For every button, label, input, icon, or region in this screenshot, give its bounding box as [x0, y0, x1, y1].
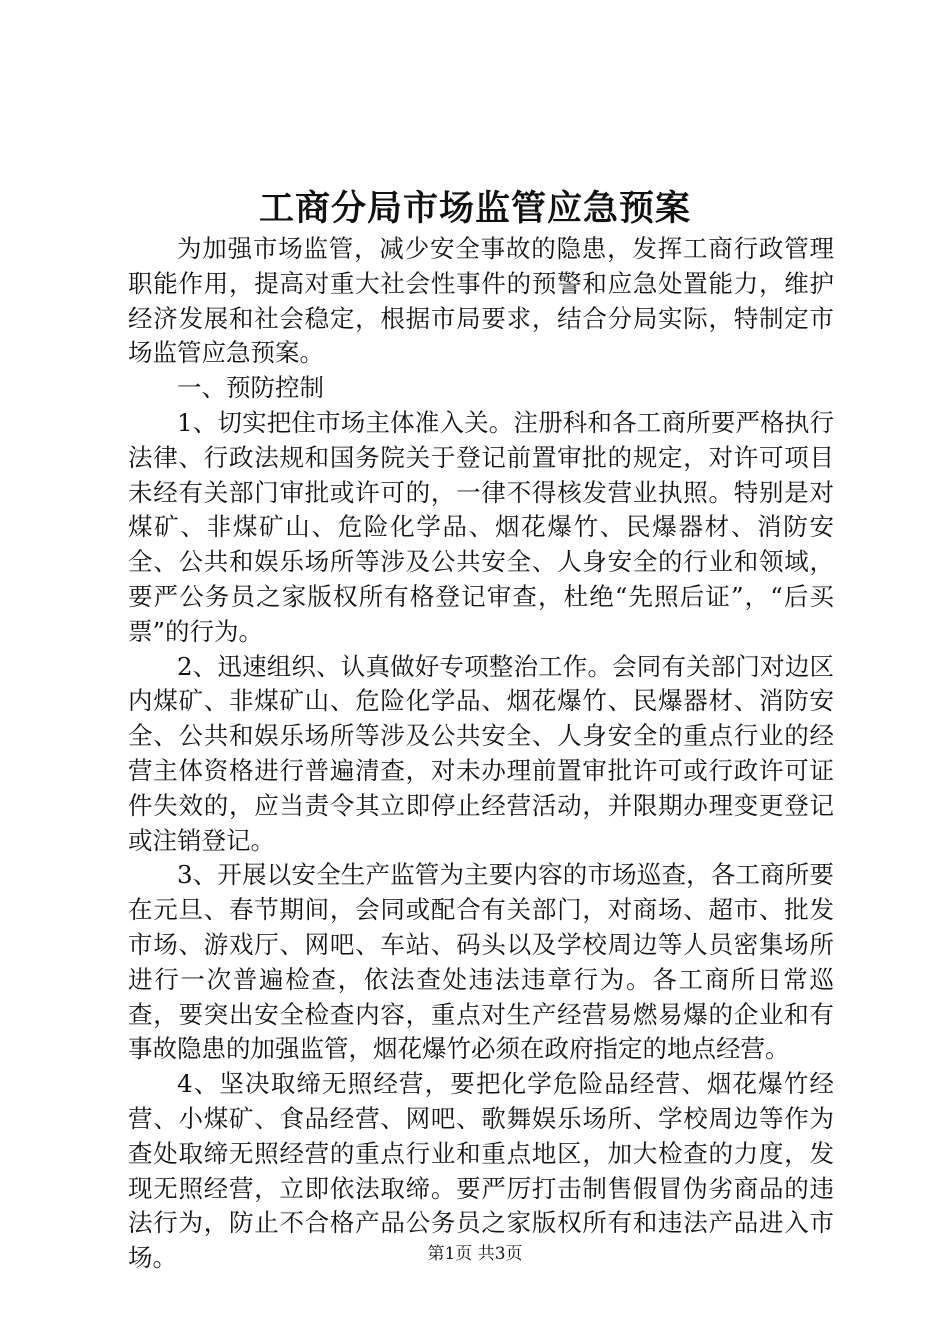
document-title: 工商分局市场监管应急预案: [258, 188, 691, 229]
paragraph-item-3: 3、开展以安全生产监管为主要内容的市场巡查，各工商所要在元旦、春节期间，会同或配合有关部门，对商场、超市、批发市场、游戏厅、网吧、车站、码头以及学校周边等人员密集场所进行一次普遍检查，依法查处违法违章行为。各工商所日常巡查，要突出安全检查内容，重点对生产经营易燃易爆的企业和有事故隐患的加强监管，烟花爆竹必须在政府指定的地点经营。: [128, 860, 834, 1064]
paragraph-item-1: 1、切实把住市场主体准入关。注册科和各工商所要严格执行法律、行政法规和国务院关于登记前置审批的规定，对许可项目未经有关部门审批或许可的，一律不得核发营业执照。特别是对煤矿、非煤矿山、危险化学品、烟花爆竹、民爆器材、消防安全、公共和娱乐场所等涉及公共安全、人身安全的行业和领域，要严公务员之家版权所有格登记审查，杜绝“先照后证”，“后买票”的行为。: [128, 407, 834, 646]
paragraph-item-4: 4、坚决取缔无照经营，要把化学危险品经营、烟花爆竹经营、小煤矿、食品经营、网吧、歌舞娱乐场所、学校周边等作为查处取缔无照经营的重点行业和重点地区，加大检查的力度，发现无照经营，立即依法取缔。要严厉打击制售假冒伪劣商品的违法行为，防止不合格产品公务员之家版权所有和违法产品进入市场。: [128, 1069, 834, 1273]
document-body: [128, 232, 834, 1276]
intro-paragraph: 为加强市场监管，减少安全事故的隐患，发挥工商行政管理职能作用，提高对重大社会性事件的预警和应急处置能力，维护经济发展和社会稳定，根据市局要求，结合分局实际，特制定市场监管应急预案。: [128, 234, 834, 368]
page-number-footer: 第1页 共3页: [427, 1244, 523, 1264]
section-heading: 一、预防控制: [177, 373, 324, 403]
paragraph-item-2: 2、迅速组织、认真做好专项整治工作。会同有关部门对边区内煤矿、非煤矿山、危险化学品、烟花爆竹、民爆器材、消防安全、公共和娱乐场所等涉及公共安全、人身安全的重点行业的经营主体资格进行普遍清查，对未办理前置审批许可或行政许可证件失效的，应当责令其立即停止经营活动，并限期办理变更登记或注销登记。: [128, 651, 834, 855]
